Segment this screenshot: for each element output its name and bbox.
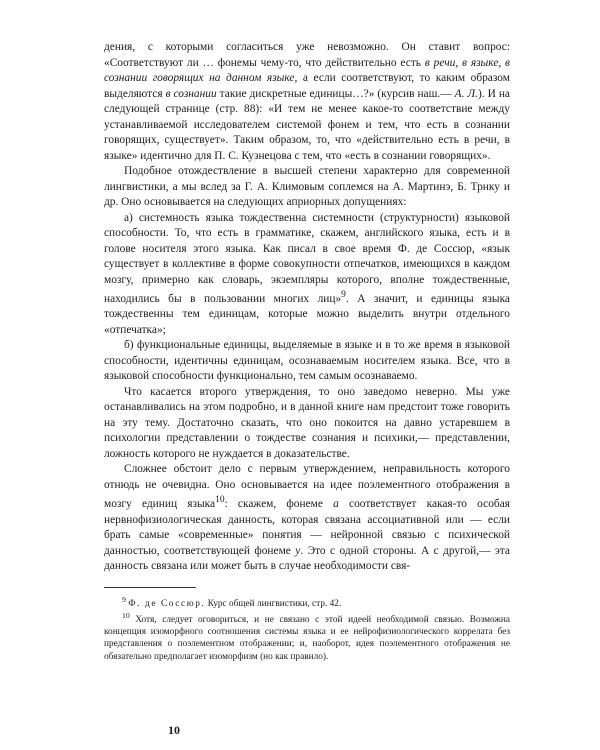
italic-run: в речи, в языке, в сознании говорящих на данном языке, <box>104 56 511 84</box>
text-run: соответствует какая-то особая нервнофизиологическая данность, которая связана ассоциативной или — если брать самые «современные» понятия — нейронной связью с психической данностью, соответствующей фонеме <box>104 498 510 557</box>
footnotes <box>104 594 510 663</box>
footnote-number: 10 <box>122 610 130 620</box>
paragraph-5: Что касается второго утверждения, то оно заведомо неверно. Мы уже останавливались на этом подробно, и в данной книге нам предстоит тоже говорить на эту тему. Достаточно сказать, что оно покоится на давно устаревшем в психологии представлении о тождестве сознания и психики,— представлении, ложность которого не нуждается в доказательстве. <box>104 385 510 460</box>
page-number: 10 <box>168 723 180 737</box>
italic-run: а <box>333 498 339 511</box>
text-run: : скажем, фонеме <box>224 498 334 511</box>
italic-run: А. Л. <box>454 87 478 100</box>
page-body <box>104 40 510 663</box>
text-run: а) системность языка тождественна системности (структурности) языковой способности. То, что есть в грамматике, скажем, английского языка, есть и в голове носителя этого языка. Как писал в свое время Ф. де Соссюр, «язык существует в коллективе в форме совокупности отпечатков, имеющихся в каждом мозгу, примерно как словарь, экземпляры которого, вполне тождественные, находились бы в пользовании многих лиц» <box>104 211 510 305</box>
paragraph-2: Подобное отождествление в высшей степени характерно для современной лингвистики, а мы вслед за Г. А. Климовым соплемся на А. Мартинэ, Б. Трнку и др. Оно основывается на следующих априорных допущениях: <box>104 165 510 208</box>
italic-run: в сознании <box>165 87 217 100</box>
footnote-10 <box>104 610 510 663</box>
paragraph-3 <box>104 211 510 339</box>
paragraph-1 <box>104 40 510 164</box>
text-run: такие дискретные единицы…?» (курсив наш.— <box>216 87 455 100</box>
paragraph-4: б) функциональные единицы, выделяемые в языке и в то же время в языковой способности, идентичны единицам, осознаваемым носителем языка. Все, что в языковой способности функционально, тем самым осознаваемо. <box>104 339 510 383</box>
footnote-ref-10: 10 <box>215 495 225 506</box>
italic-run: у <box>295 544 301 557</box>
footnote-9 <box>104 594 510 610</box>
text-run: ). И на следующей странице (стр. 88): «И тем не менее какое-то соответствие между устанавливаемой исследователем системой фонем и тем, что есть в сознании говорящих, существует». Таким образом, то, что «действительно есть в речи, в языке» идентично для П. С. Кузнецова с тем, что «есть в сознании говорящих». <box>104 87 510 162</box>
text-run: дения, с которыми согласиться уже невозможно. Он ставит вопрос: «Соответствуют ли … фонемы чему-то, что действительно есть <box>104 41 510 69</box>
footnote-text: Хотя, следует оговориться, и не связано с этой идеей необходимой связью. Возможна концепция изоморфного соотношения системы языка и ее нейрофизиологического коррелата без представления о поэлементном отображении; и, наоборот, идея поэлементного отображения не обязательно предполагает изоморфизм (но как правило). <box>104 614 510 662</box>
footnote-text: Курс общей лингвистики, стр. 42. <box>205 598 342 609</box>
text-run: . Это с одной стороны. А с другой,— эта данность связана или может быть в случае необходимости свя- <box>104 544 510 573</box>
text-run: . А значит, и единицы языка тождественны тем единицам, которые можно выделить внутри отдельного «отпечатка»; <box>104 292 510 336</box>
text-run: Сложнее обстоит дело с первым утверждением, неправильность которого отнюдь не очевидна. Оно основывается на идее поэлементного отображения в мозгу единиц языка <box>104 463 510 511</box>
footnote-author: Ф. де Соссюр. <box>128 598 206 609</box>
footnote-divider <box>104 587 196 588</box>
footnote-number: 9 <box>122 594 126 604</box>
text-run: а если соответствуют, то каким образом выделяются <box>104 72 510 100</box>
paragraph-6 <box>104 462 510 574</box>
footnote-ref-9: 9 <box>341 290 346 300</box>
